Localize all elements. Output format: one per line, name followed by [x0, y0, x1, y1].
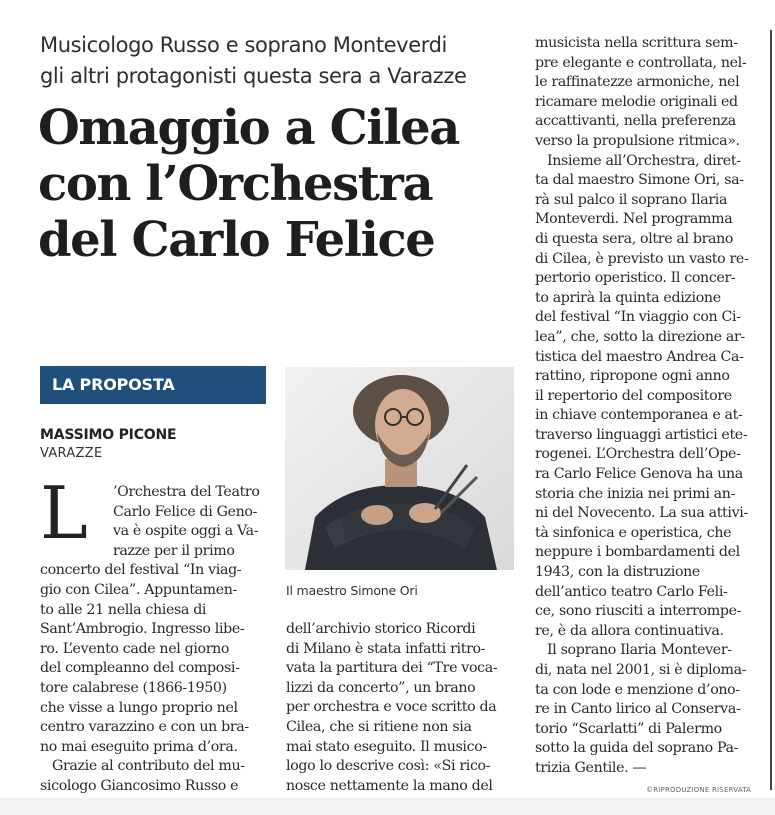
article-line: pre elegante e controllata, nel-: [535, 54, 747, 71]
article-line: trizia Gentile. —: [535, 759, 647, 776]
article-line: tistica del maestro Andrea Ca-: [535, 348, 744, 365]
article-line: Il soprano Ilaria Montever-: [547, 642, 732, 659]
article-line: dell’antico teatro Carlo Feli-: [535, 583, 728, 600]
headline-line-2: con l’Orchestra: [38, 156, 433, 212]
article-line: Sant’Ambrogio. Ingresso libe-: [40, 621, 245, 638]
article-line: il repertorio del compositore: [535, 387, 732, 404]
article-line: ra Carlo Felice Genova ha una: [535, 466, 743, 483]
article-line: torio “Scarlatti” di Palermo: [535, 720, 722, 737]
article-line: centro varazzino e con un bra-: [40, 719, 249, 736]
article-line: lea”, che, sotto la direzione ar-: [535, 328, 745, 345]
article-line: to aprirà la quinta edizione: [535, 289, 721, 306]
section-kicker: LA PROPOSTA: [40, 366, 266, 404]
bottom-band: [0, 798, 775, 815]
byline-author: MASSIMO PICONE: [40, 427, 177, 443]
article-line: del festival “In viaggio con Ci-: [535, 309, 741, 326]
article-line: Insieme all’Orchestra, diret-: [547, 152, 741, 169]
conductor-photo-illustration: [285, 367, 514, 570]
article-line: to alle 21 nella chiesa di: [40, 601, 207, 618]
article-line: per orchestra e voce scritto da: [286, 699, 497, 716]
subtitle-line-1: Musicologo Russo e soprano Monteverdi: [40, 33, 447, 57]
article-line: verso la propulsione ritmica».: [535, 132, 740, 149]
article-line: mai stato eseguito. Il musico-: [286, 738, 487, 755]
photo-caption: Il maestro Simone Ori: [286, 583, 418, 598]
drop-cap: L: [40, 471, 88, 555]
article-column-3: [535, 34, 760, 779]
article-line: gio con Cilea”. Appuntamen-: [40, 581, 238, 598]
article-line: sotto la guida del soprano Pa-: [535, 740, 739, 757]
article-line: ta dal maestro Simone Ori, sa-: [535, 172, 744, 189]
column-rule: [770, 30, 772, 790]
article-line: di Milano è stata infatti ritro-: [286, 640, 486, 657]
article-line: di, nata nel 2001, si è diploma-: [535, 662, 747, 678]
article-line: logo lo descrive così: «Si rico-: [286, 758, 491, 775]
headline-line-3: del Carlo Felice: [38, 212, 435, 268]
article-line: ce, sono riusciti a interrompe-: [535, 603, 742, 620]
article-line: ni del Novecento. La sua attivi-: [535, 505, 748, 522]
byline-place: VARAZZE: [40, 446, 103, 461]
article-line: di questa sera, oltre al brano: [535, 230, 734, 247]
article-line: rattino, ripropone ogni anno: [535, 368, 730, 385]
article-line: Monteverdi. Nel programma: [535, 211, 733, 228]
article-line: 1943, con la distruzione: [535, 564, 700, 581]
article-line: concerto del festival “In viag-: [40, 562, 242, 579]
article-line: re in Canto lirico al Conserva-: [535, 701, 741, 718]
subtitle: [40, 30, 520, 92]
article-line: le raffinatezze armoniche, nel: [535, 74, 740, 91]
article-line: rà sul palco il soprano Ilaria: [535, 191, 728, 208]
headline: [38, 100, 523, 268]
article-line: nosce nettamente la mano del: [286, 777, 493, 794]
article-line: del compleanno del composi-: [40, 660, 240, 677]
article-line: pertorio operistico. Il concer-: [535, 270, 736, 287]
article-line: traverso linguaggi artistici ete-: [535, 426, 748, 443]
article-line: va è ospite oggi a Va-: [113, 523, 259, 540]
article-line: rogenei. L’Orchestra dell’Ope-: [535, 446, 741, 463]
article-line: vata la partitura dei “Tre voca-: [286, 660, 498, 677]
article-line: dell’archivio storico Ricordi: [286, 621, 476, 637]
article-line: razze per il primo: [113, 542, 235, 559]
article-line: ta con lode e menzione d’ono-: [535, 681, 740, 698]
article-line: in chiave contemporanea e at-: [535, 407, 743, 424]
article-line: tà sinfonica e operistica, che: [535, 524, 732, 541]
article-line: no mai eseguito prima d’ora.: [40, 738, 238, 755]
article-line: di Cilea, è previsto un vasto re-: [535, 250, 749, 267]
article-line: ’Orchestra del Teatro: [113, 484, 260, 500]
article-column-2: [286, 620, 516, 796]
article-line: lizzi da concerto”, un brano: [286, 679, 476, 696]
conductor-photo: [285, 367, 514, 570]
article-line: ro. L’evento cade nel giorno: [40, 640, 230, 657]
article-line: ricamare melodie originali ed: [535, 93, 738, 110]
subtitle-line-2: gli altri protagonisti questa sera a Varazze: [40, 64, 467, 88]
article-line: tore calabrese (1866-1950): [40, 679, 227, 696]
copyright-credit: ©RIPRODUZIONE RISERVATA: [646, 786, 752, 794]
article-line: Carlo Felice di Geno-: [113, 503, 258, 520]
article-line: sicologo Giancosimo Russo e: [40, 777, 239, 794]
article-line: re, è da allora continuativa.: [535, 622, 724, 639]
article-column-1: [40, 483, 268, 797]
article-line: musicista nella scrittura sem-: [535, 35, 738, 51]
article-line: accattivanti, nella preferenza: [535, 113, 736, 130]
article-line: Grazie al contributo del mu-: [52, 758, 245, 775]
article-line: storia che inizia nei primi an-: [535, 485, 736, 502]
article-line: Cilea, che si ritiene non sia: [286, 718, 472, 735]
article-line: neppure i bombardamenti del: [535, 544, 740, 561]
article-line: che visse a lungo proprio nel: [40, 699, 238, 716]
headline-line-1: Omaggio a Cilea: [38, 100, 459, 156]
